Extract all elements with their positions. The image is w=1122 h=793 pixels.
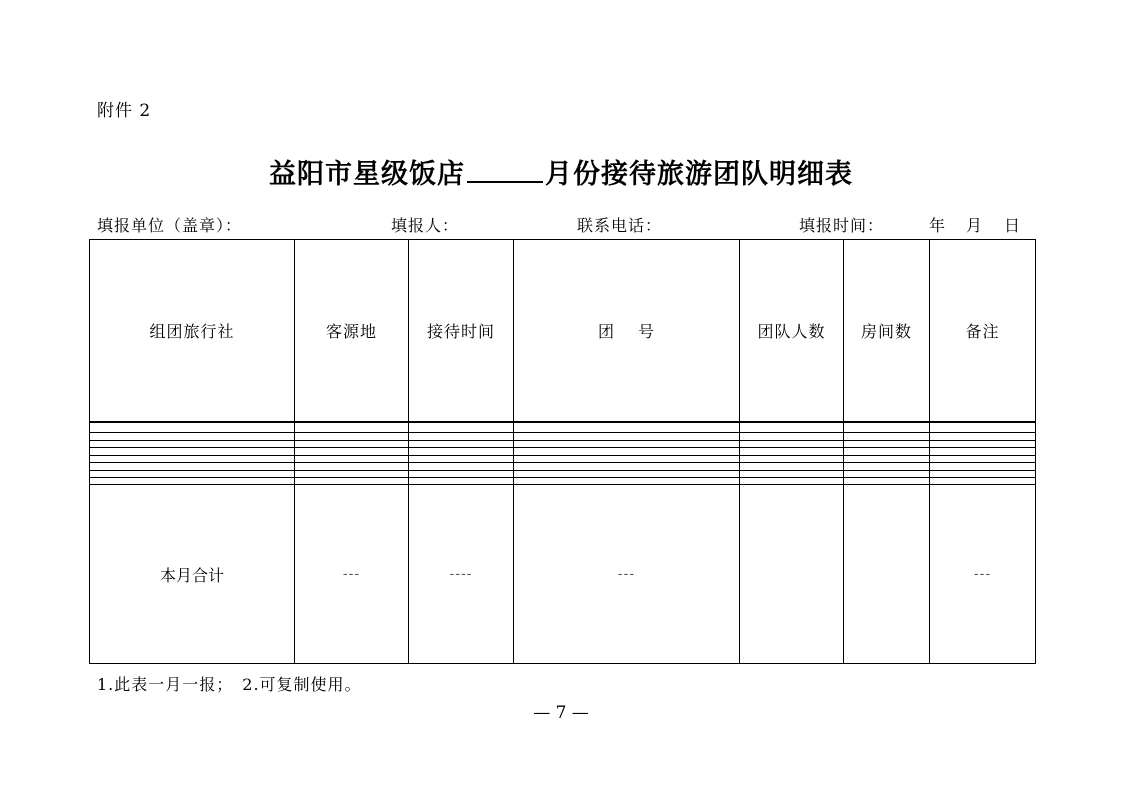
- table-cell[interactable]: [740, 455, 844, 462]
- table-cell[interactable]: [844, 455, 930, 462]
- fill-unit-label: 填报单位（盖章）：: [97, 216, 243, 235]
- header-room-count: 房间数: [844, 240, 930, 422]
- table-cell[interactable]: [740, 422, 844, 433]
- total-time-dash: ----: [409, 485, 514, 664]
- table-cell[interactable]: [844, 440, 930, 447]
- table-cell[interactable]: [740, 470, 844, 477]
- table-cell[interactable]: [90, 440, 295, 447]
- table-row: [90, 478, 1036, 485]
- table-cell[interactable]: [409, 470, 514, 477]
- total-group-number-dash: ---: [514, 485, 740, 664]
- title-prefix: 益阳市星级饭店: [269, 159, 465, 190]
- table-cell[interactable]: [740, 463, 844, 470]
- table-cell[interactable]: [740, 440, 844, 447]
- attachment-label: 附件 2: [97, 101, 152, 121]
- table-cell[interactable]: [740, 478, 844, 485]
- table-cell[interactable]: [90, 448, 295, 455]
- filler-label: 填报人：: [391, 216, 460, 235]
- total-remarks-dash: ---: [930, 485, 1036, 664]
- table-cell[interactable]: [930, 422, 1036, 433]
- fill-time-label: 填报时间：: [799, 216, 885, 235]
- header-row: [90, 240, 1036, 422]
- table-cell[interactable]: [844, 470, 930, 477]
- month-blank-line: [467, 157, 543, 183]
- table-cell[interactable]: [844, 448, 930, 455]
- monthly-total-label: 本月合计: [90, 485, 295, 664]
- table-cell[interactable]: [514, 463, 740, 470]
- table-cell[interactable]: [514, 470, 740, 477]
- table-cell[interactable]: [90, 478, 295, 485]
- table-cell[interactable]: [930, 463, 1036, 470]
- table-cell[interactable]: [930, 470, 1036, 477]
- day-label: 日: [1004, 216, 1021, 235]
- year-label: 年: [929, 216, 946, 235]
- table-cell[interactable]: [90, 463, 295, 470]
- table-cell[interactable]: [514, 440, 740, 447]
- header-reception-time: 接待时间: [409, 240, 514, 422]
- table-cell[interactable]: [409, 478, 514, 485]
- table-cell[interactable]: [409, 463, 514, 470]
- table-cell[interactable]: [409, 455, 514, 462]
- page-number: — 7 —: [533, 703, 589, 723]
- table-cell[interactable]: [409, 440, 514, 447]
- table-row: [90, 433, 1036, 440]
- page-title: [0, 152, 1122, 191]
- table-cell[interactable]: [930, 440, 1036, 447]
- header-group-number: 团 号: [514, 240, 740, 422]
- table-cell[interactable]: [409, 422, 514, 433]
- table-cell[interactable]: [90, 433, 295, 440]
- table-cell[interactable]: [295, 463, 409, 470]
- header-remarks: 备注: [930, 240, 1036, 422]
- month-label: 月: [966, 216, 983, 235]
- table-cell[interactable]: [930, 478, 1036, 485]
- table-cell[interactable]: [90, 422, 295, 433]
- table-cell[interactable]: [409, 448, 514, 455]
- table-cell[interactable]: [295, 440, 409, 447]
- group-detail-table: [89, 239, 1036, 664]
- table-cell[interactable]: [90, 470, 295, 477]
- table-cell[interactable]: [930, 448, 1036, 455]
- table-cell[interactable]: [295, 422, 409, 433]
- header-origin: 客源地: [295, 240, 409, 422]
- table-row: [90, 470, 1036, 477]
- table-cell[interactable]: [930, 455, 1036, 462]
- total-origin-dash: ---: [295, 485, 409, 664]
- table-cell[interactable]: [90, 455, 295, 462]
- table-row: [90, 455, 1036, 462]
- table-cell[interactable]: [295, 433, 409, 440]
- table-cell[interactable]: [295, 448, 409, 455]
- table-cell[interactable]: [844, 422, 930, 433]
- table-cell[interactable]: [295, 470, 409, 477]
- table-cell[interactable]: [844, 478, 930, 485]
- table-cell[interactable]: [844, 463, 930, 470]
- phone-label: 联系电话：: [577, 216, 663, 235]
- table-cell[interactable]: [514, 478, 740, 485]
- table-cell[interactable]: [514, 455, 740, 462]
- table-cell[interactable]: [740, 433, 844, 440]
- table-row: [90, 422, 1036, 433]
- table-row: [90, 440, 1036, 447]
- table-cell[interactable]: [514, 433, 740, 440]
- table-cell[interactable]: [844, 433, 930, 440]
- header-travel-agency: 组团旅行社: [90, 240, 295, 422]
- title-suffix: 月份接待旅游团队明细表: [545, 159, 853, 190]
- table-cell[interactable]: [409, 433, 514, 440]
- monthly-total-row: [90, 485, 1036, 664]
- table-cell[interactable]: [740, 448, 844, 455]
- total-group-size-cell[interactable]: [740, 485, 844, 664]
- footnote: 1.此表一月一报； 2.可复制使用。: [97, 675, 362, 694]
- total-room-count-cell[interactable]: [844, 485, 930, 664]
- table-cell[interactable]: [295, 455, 409, 462]
- table-row: [90, 448, 1036, 455]
- header-group-size: 团队人数: [740, 240, 844, 422]
- table-row: [90, 463, 1036, 470]
- table-cell[interactable]: [930, 433, 1036, 440]
- table-cell[interactable]: [295, 478, 409, 485]
- table-cell[interactable]: [514, 422, 740, 433]
- table-cell[interactable]: [514, 448, 740, 455]
